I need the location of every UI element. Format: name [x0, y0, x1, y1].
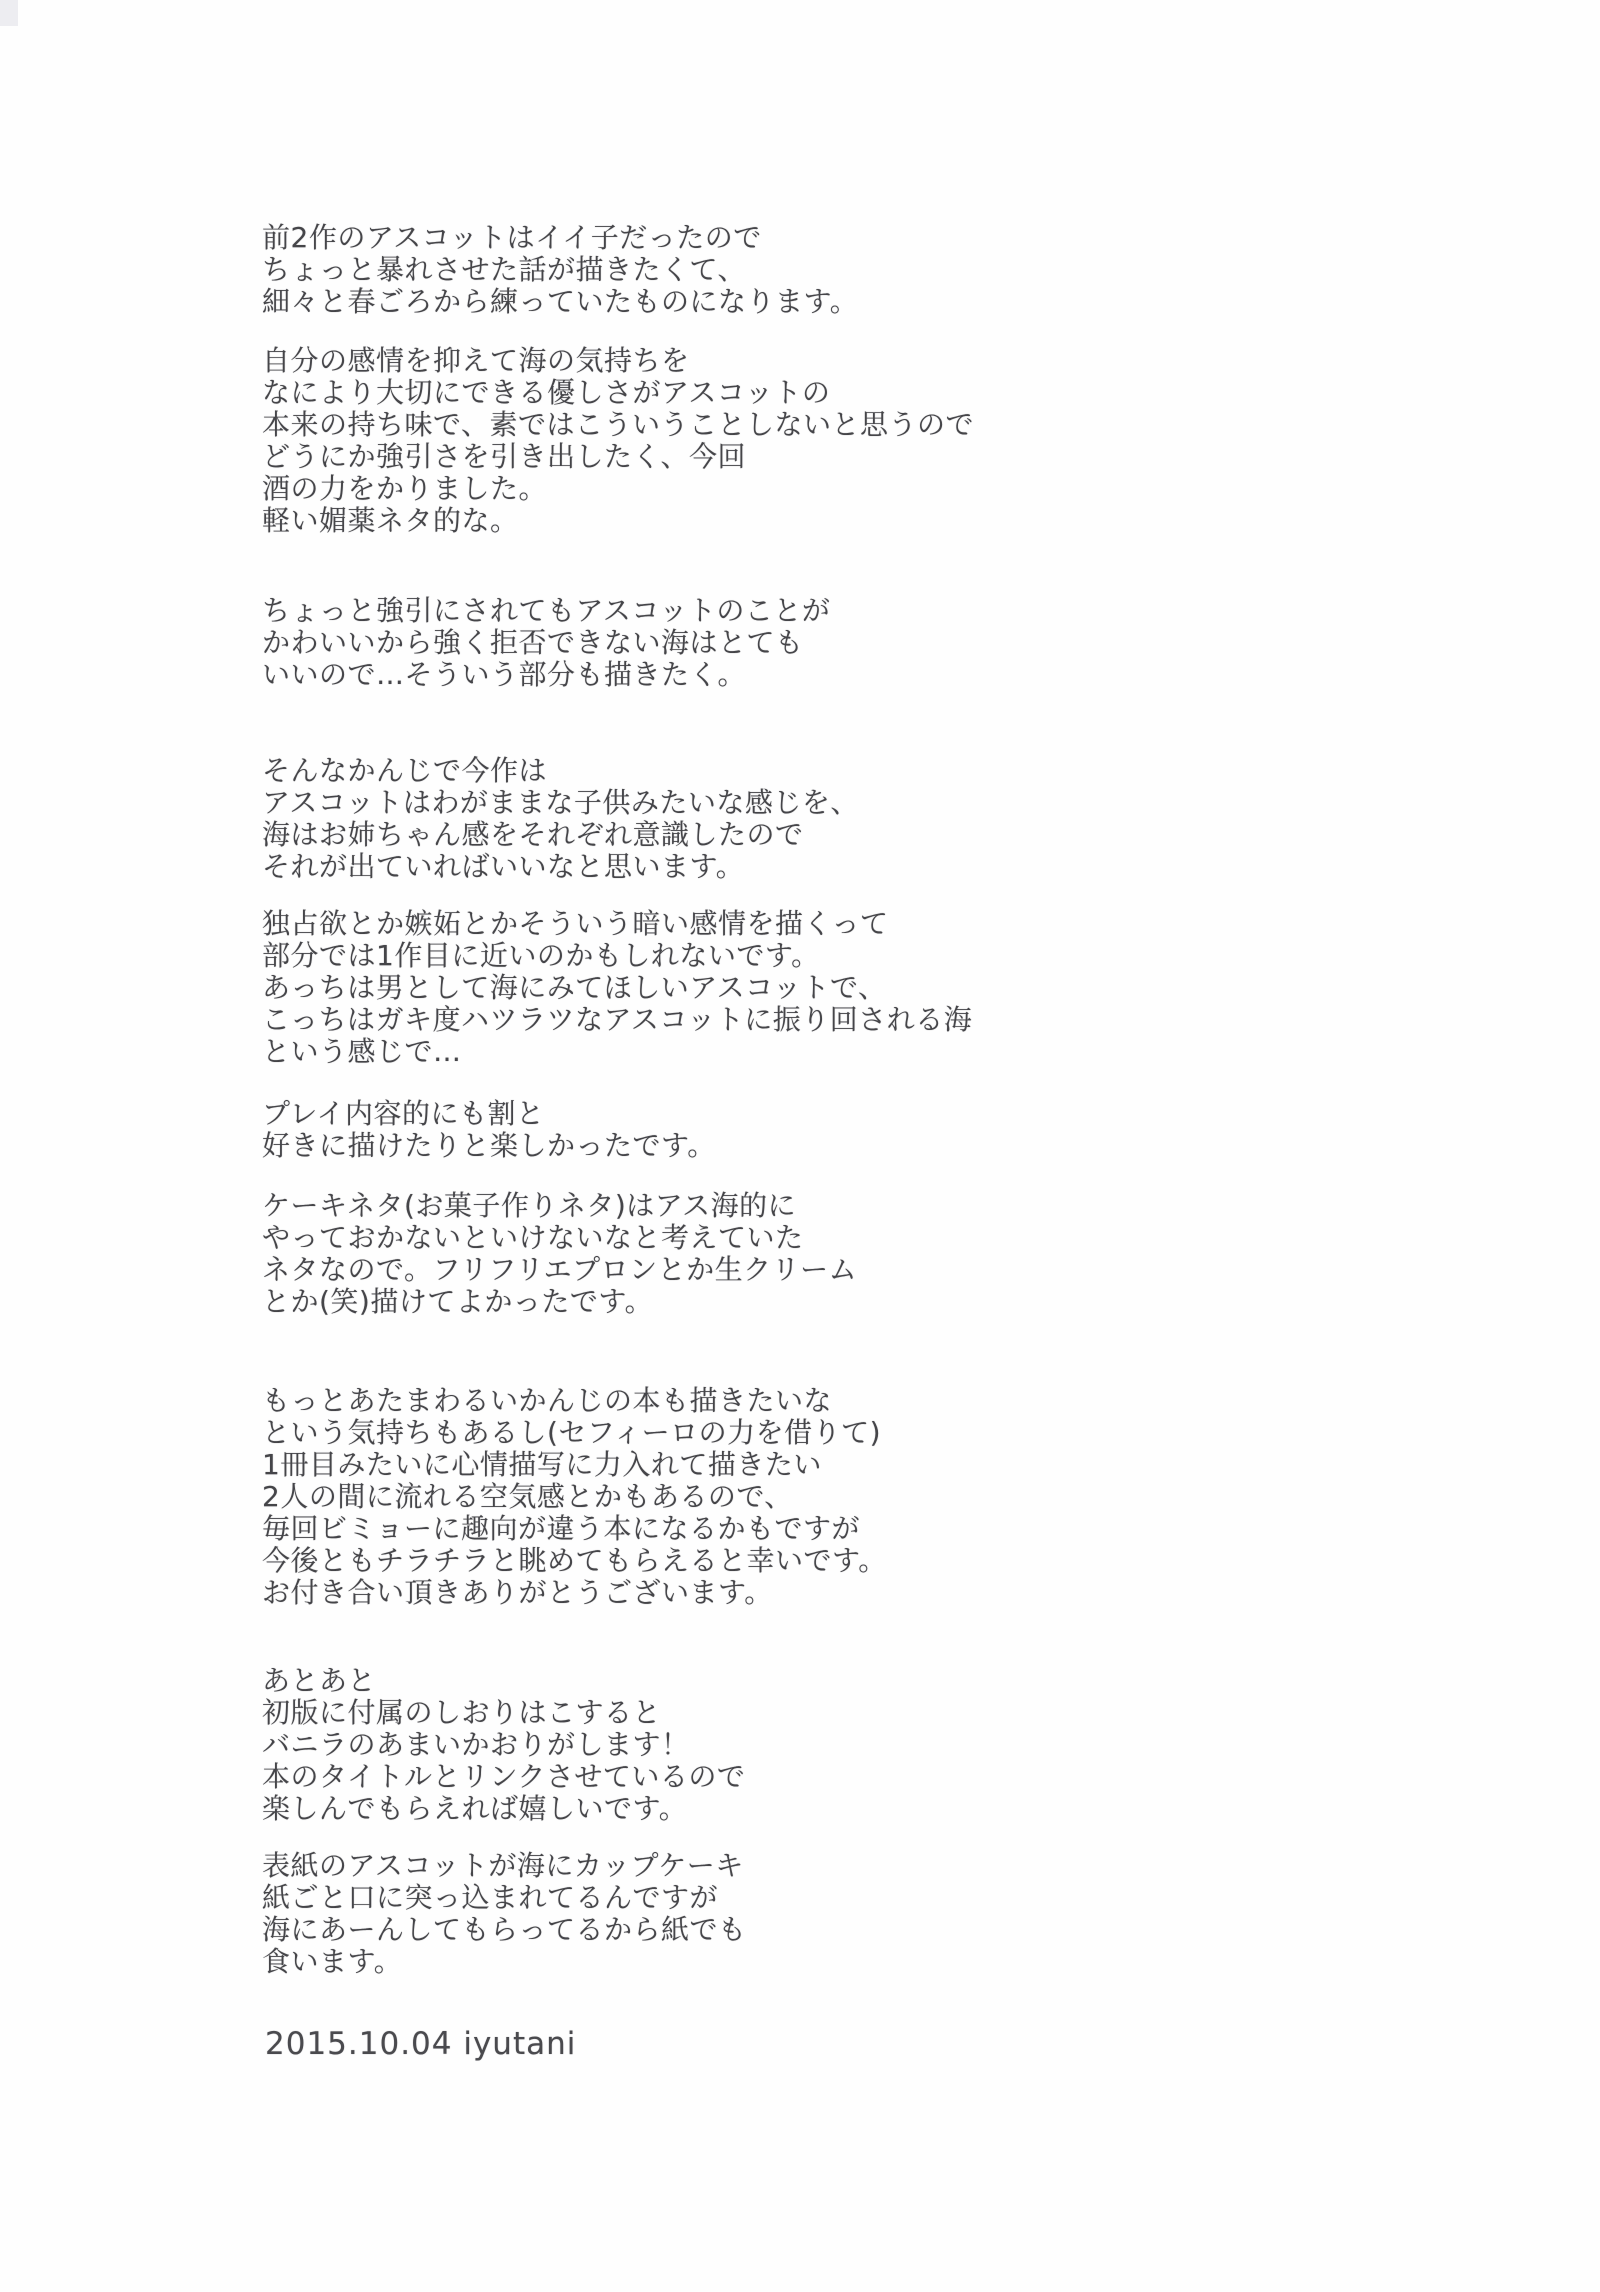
- afterword-paragraph-4: [262, 755, 859, 883]
- text-line: 初版に付属のしおりはこすると: [262, 1696, 662, 1729]
- text-line: アスコットはわがままな子供みたいな感じを、: [262, 786, 859, 819]
- text-line: そんなかんじで今作は: [262, 754, 548, 787]
- text-line: という感じで…: [262, 1035, 462, 1068]
- text-line: バニラのあまいかおりがします！: [262, 1728, 690, 1761]
- scan-artifact: [0, 0, 18, 26]
- text-line: 海にあーんしてもらってるから紙でも: [262, 1913, 747, 1946]
- text-line: あっちは男として海にみてほしいアスコットで、: [262, 971, 887, 1004]
- text-line: ネタなので。フリフリエプロンとか生クリーム: [262, 1253, 858, 1286]
- text-line: いいので…そういう部分も描きたく。: [262, 658, 746, 691]
- text-line: かわいいから強く拒否できない海はとても: [262, 626, 804, 659]
- text-line: 1冊目みたいに心情描写に力入れて描きたい: [262, 1448, 822, 1481]
- text-line: という気持ちもあるし(セフィーロの力を借りて): [262, 1416, 882, 1449]
- text-line: 前2作のアスコットはイイ子だったので: [262, 221, 762, 254]
- afterword-paragraph-3: [262, 595, 830, 691]
- text-line: 今後ともチラチラと眺めてもらえると幸いです。: [262, 1544, 887, 1577]
- text-line: 海はお姉ちゃん感をそれぞれ意識したので: [262, 818, 804, 851]
- text-line: 好きに描けたりと楽しかったです。: [262, 1129, 716, 1162]
- afterword-paragraph-9: [262, 1665, 745, 1825]
- text-line: それが出ていればいいなと思います。: [262, 850, 745, 883]
- text-line: 細々と春ごろから練っていたものになります。: [262, 285, 859, 318]
- afterword-paragraph-8: [262, 1385, 887, 1609]
- text-line: 部分では1作目に近いのかもしれないです。: [262, 939, 820, 972]
- afterword-paragraph-1: [262, 222, 858, 318]
- afterword-paragraph-6: [262, 1098, 716, 1162]
- text-line: お付き合い頂きありがとうございます。: [262, 1576, 773, 1609]
- text-line: ちょっと暴れさせた話が描きたくて、: [262, 253, 746, 286]
- text-line: 酒の力をかりました。: [262, 472, 548, 505]
- text-line: 食います。: [262, 1945, 403, 1978]
- afterword-paragraph-10: [262, 1850, 747, 1978]
- text-line: 本来の持ち味で、素ではこういうことしないと思うので: [262, 408, 974, 441]
- text-line: 本のタイトルとリンクさせているので: [262, 1760, 746, 1793]
- afterword-paragraph-7: [262, 1190, 857, 1318]
- text-line: 楽しんでもらえれば嬉しいです。: [262, 1792, 688, 1825]
- text-line: やっておかないといけないなと考えていた: [262, 1221, 804, 1254]
- text-line: 表紙のアスコットが海にカップケーキ: [262, 1849, 744, 1882]
- date-signature: 2015.10.04 iyutani: [265, 2026, 577, 2062]
- text-line: 2人の間に流れる空気感とかもあるので、: [262, 1480, 793, 1513]
- text-line: 自分の感情を抑えて海の気持ちを: [262, 344, 690, 377]
- text-line: とか(笑)描けてよかったです。: [262, 1285, 654, 1318]
- text-line: 紙ごと口に突っ込まれてるんですが: [262, 1881, 719, 1914]
- text-line: なにより大切にできる優しさがアスコットの: [262, 376, 831, 409]
- text-line: もっとあたまわるいかんじの本も描きたいな: [262, 1384, 833, 1417]
- text-line: ケーキネタ(お菓子作りネタ)はアス海的に: [262, 1189, 797, 1222]
- text-line: ちょっと強引にされてもアスコットのことが: [262, 594, 831, 627]
- afterword-paragraph-2: [262, 345, 974, 537]
- text-line: 軽い媚薬ネタ的な。: [262, 504, 519, 537]
- text-line: どうにか強引さを引き出したく、今回: [262, 440, 746, 473]
- text-line: あとあと: [262, 1664, 377, 1697]
- text-line: プレイ内容的にも割と: [262, 1097, 545, 1130]
- text-line: 毎回ビミョーに趣向が違う本になるかもですが: [262, 1512, 860, 1545]
- afterword-paragraph-5: [262, 908, 972, 1068]
- text-line: 独占欲とか嫉妬とかそういう暗い感情を描くって: [262, 907, 889, 940]
- text-line: こっちはガキ度ハツラツなアスコットに振り回される海: [262, 1003, 973, 1036]
